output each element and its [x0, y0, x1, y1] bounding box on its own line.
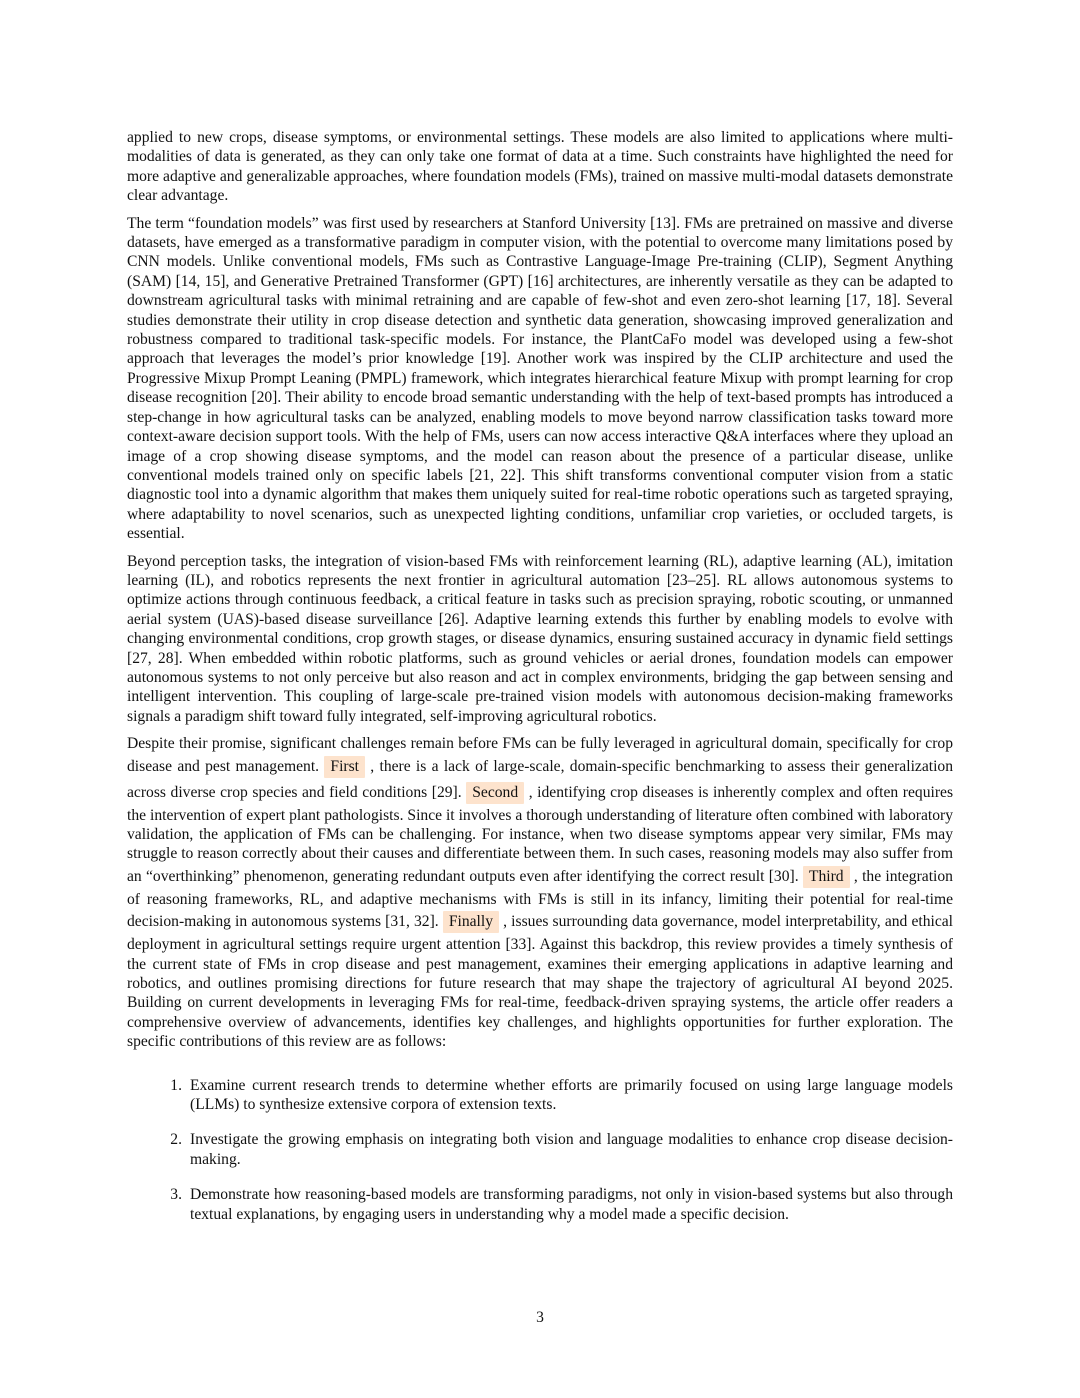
- list-item-number: 2.: [170, 1131, 182, 1149]
- paragraph-4-text: , there is a lack of large-scale, domain-specific benchmarking to assess their generalization across diverse crop species and field conditions [29].: [127, 757, 953, 801]
- list-item: [127, 1130, 953, 1169]
- paragraph-1: applied to new crops, disease symptoms, or environmental settings. These models are also limited to applications where multi-modalities of data is generated, as they can only take one format of data at a time. Such constraints have highlighted the need for more adaptive and generalizable approaches, where foundation models (FMs), trained on massive multi-modal datasets demonstrate clear advantage.: [127, 129, 953, 205]
- paragraph-4-text: , identifying crop diseases is inherently complex and often requires the intervention of expert plant pathologists. Since it involves a thorough understanding of literature often combined with laboratory validation, the application of FMs can be challenging. For instance, when two disease symptoms appear very similar, FMs may struggle to reason correctly about their causes and differentiate between them. In such cases, reasoning models may also suffer from an “overthinking” phenomenon, generating redundant outputs even after identifying the correct result [30].: [127, 783, 954, 885]
- contributions-list: [127, 1076, 953, 1224]
- paragraph-2: The term “foundation models” was first used by researchers at Stanford University [13]. FMs are pretrained on massive and diverse datasets, have emerged as a transformative paradigm in computer vision, with the potential to overcome many limitations posed by CNN models. Unlike conventional models, FMs such as Contrastive Language-Image Pre-training (CLIP), Segment Anything (SAM) [14, 15], and Generative Pretrained Transformer (GPT) [16] architectures, are inherently versatile as they can be adapted to downstream agricultural tasks with minimal retraining and are capable of few-shot and even zero-shot learning [17, 18]. Several studies demonstrate their utility in crop disease detection and synthetic data generation, showcasing improved generalization and robustness compared to traditional task-specific models. For instance, the PlantCaFo model was developed using a few-shot approach that leverages the model’s prior knowledge [19]. Another work was inspired by the CLIP architecture and used the Progressive Mixup Prompt Leaning (PMPL) framework, which integrates hierarchical feature Mixup with prompt learning for crop disease recognition [20]. Their ability to encode broad semantic understanding with the help of text-based prompts has introduced a step-change in how agricultural tasks can be analyzed, enabling models to move beyond narrow classification tasks toward more context-aware decision support tools. With the help of FMs, users can now access interactive Q&A interfaces where they upload an image of a crop showing disease symptoms, and the model can reason about the presence of a particular disease, unlike conventional models trained only on specific labels [21, 22]. This shift transforms conventional computer vision from a static diagnostic tool into a dynamic algorithm that makes them uniquely suited for real-time robotic operations such as targeted spraying, where adaptability to novel scenarios, such as unexpected lighting conditions, unfamiliar crop varieties, or occluded targets, is essential.: [127, 214, 953, 543]
- body-text: [127, 128, 953, 1240]
- list-item: [127, 1185, 953, 1224]
- list-item-text: Examine current research trends to determine whether efforts are primarily focused on using large language models (LLMs) to synthesize extensive corpora of extension texts.: [190, 1076, 953, 1114]
- list-item: [127, 1076, 953, 1115]
- highlight-first: First: [324, 756, 365, 778]
- highlight-second: Second: [466, 782, 524, 804]
- list-item-text: Demonstrate how reasoning-based models are transforming paradigms, not only in vision-based systems but also through textual explanations, by engaging users in understanding why a model made a specific decision.: [190, 1186, 953, 1223]
- paragraph-4-text: Despite their promise, significant challenges remain before FMs can be fully leveraged in agricultural domain, specifically for crop disease and pest management.: [127, 735, 953, 775]
- list-item-number: 1.: [170, 1076, 182, 1094]
- paragraph-4-text: , the integration of reasoning frameworks, RL, and adaptive mechanisms with FMs is still in its infancy, limiting their potential for real-time decision-making in autonomous systems [31, 32].: [127, 867, 953, 931]
- paragraph-4-text: , issues surrounding data governance, model interpretability, and ethical deployment in agricultural settings require urgent attention [33]. Against this backdrop, this review provides a timely synthesis of the current state of FMs in crop disease and pest management, examines their emerging applications in adaptive learning and robotics, and outlines promising directions for future research that may shape the trajectory of agricultural AI beyond 2025. Building on current developments in leveraging FMs for real-time, feedback-driven spraying systems, the article offer readers a comprehensive overview of advancements, identifies key challenges, and highlights opportunities for further exploration. The specific contributions of this review are as follows:: [127, 913, 954, 1051]
- paragraph-3: Beyond perception tasks, the integration of vision-based FMs with reinforcement learning (RL), adaptive learning (AL), imitation learning (IL), and robotics represents the next frontier in agricultural automation [23–25]. RL allows autonomous systems to optimize actions through continuous feedback, a critical feature in tasks such as precision spraying, robotic scouting, or unmanned aerial system (UAS)-based disease surveillance [26]. Adaptive learning extends this further by enabling models to evolve with changing environmental conditions, crop growth stages, or disease dynamics, ensuring sustained accuracy in dynamic field settings [27, 28]. When embedded within robotic platforms, such as ground vehicles or aerial drones, foundation models can empower autonomous systems to not only perceive but also reason and act in complex environments, bridging the gap between sensing and intelligent intervention. This coupling of large-scale pre-trained vision models with autonomous decision-making frameworks signals a paradigm shift toward fully integrated, self-improving agricultural robotics.: [127, 552, 953, 725]
- paragraph-4: [127, 734, 953, 1051]
- highlight-finally: Finally: [443, 911, 499, 933]
- list-item-text: Investigate the growing emphasis on integrating both vision and language modalities to enhance crop disease decision-making.: [190, 1131, 953, 1168]
- highlight-third: Third: [803, 866, 850, 888]
- list-item-number: 3.: [170, 1186, 182, 1204]
- page-number: 3: [536, 1309, 544, 1326]
